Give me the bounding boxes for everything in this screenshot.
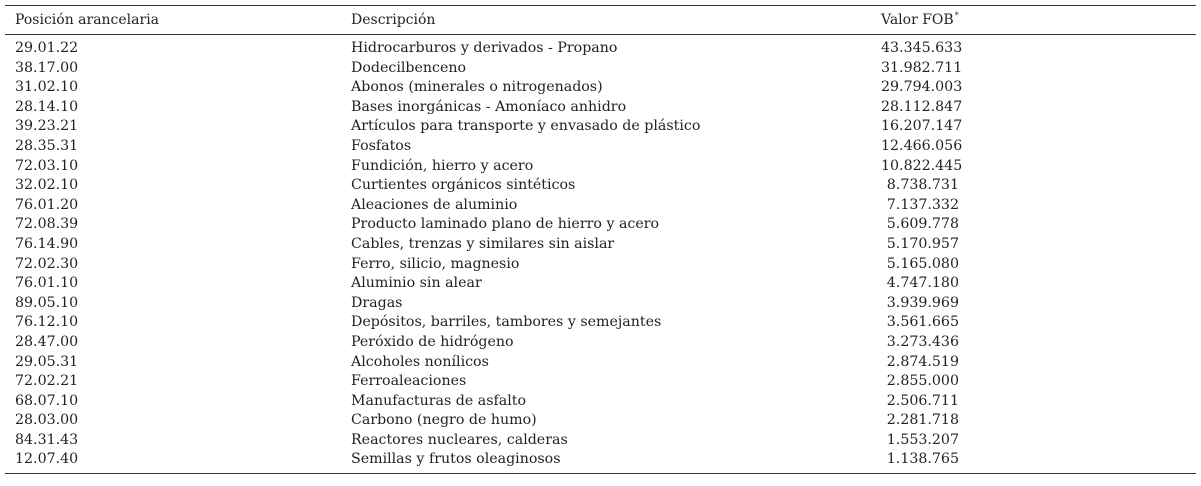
table-body (5, 35, 1196, 473)
tariff-code: 68.07.10 (15, 392, 79, 409)
tariff-code: 28.47.00 (15, 333, 79, 350)
tariff-code: 28.35.31 (15, 137, 79, 154)
product-description: Ferroaleaciones (351, 373, 467, 390)
table-row (5, 353, 1196, 373)
product-description: Fosfatos (351, 137, 412, 154)
table-row (5, 392, 1196, 412)
fob-value: 28.112.847 (881, 98, 963, 115)
fob-value: 16.207.147 (881, 118, 963, 135)
product-description: Aleaciones de aluminio (351, 196, 518, 213)
tariff-code: 72.08.39 (15, 216, 79, 233)
table-row (5, 137, 1196, 157)
table-row (5, 450, 1196, 470)
product-description: Semillas y frutos oleaginosos (351, 451, 561, 468)
product-description: Artículos para transporte y envasado de plástico (351, 118, 701, 135)
table-row (5, 98, 1196, 118)
table-row (5, 411, 1196, 431)
table-row (5, 235, 1196, 255)
table-header (5, 6, 1196, 34)
tariff-code: 31.02.10 (15, 79, 79, 96)
table-row (5, 78, 1196, 98)
tariff-code: 76.01.10 (15, 275, 79, 292)
product-description: Ferro, silicio, magnesio (351, 255, 520, 272)
header-fob-label: Valor FOB (881, 12, 954, 28)
table-row (5, 215, 1196, 235)
product-description: Depósitos, barriles, tambores y semejantes (351, 314, 662, 331)
product-description: Alcoholes nonílicos (351, 353, 489, 370)
product-description: Dragas (351, 294, 403, 311)
header-description: Descripción (351, 12, 436, 28)
fob-value: 12.466.056 (881, 137, 963, 154)
product-description: Curtientes orgánicos sintéticos (351, 177, 576, 194)
tariff-code: 28.14.10 (15, 98, 79, 115)
fob-value: 7.137.332 (886, 196, 959, 213)
fob-value: 3.273.436 (886, 333, 959, 350)
table-row (5, 157, 1196, 177)
fob-value: 29.794.003 (881, 79, 963, 96)
tariff-code: 76.12.10 (15, 314, 79, 331)
fob-value: 2.874.519 (886, 353, 959, 370)
export-table (5, 5, 1196, 474)
tariff-code: 72.02.30 (15, 255, 79, 272)
fob-value: 3.561.665 (886, 314, 959, 331)
table-row (5, 255, 1196, 275)
table-row (5, 431, 1196, 451)
product-description: Carbono (negro de humo) (351, 412, 537, 429)
table-row (5, 372, 1196, 392)
table-row (5, 59, 1196, 79)
product-description: Producto laminado plano de hierro y acero (351, 216, 660, 233)
tariff-code: 29.01.22 (15, 40, 79, 56)
tariff-code: 72.02.21 (15, 373, 79, 390)
fob-value: 5.609.778 (886, 216, 959, 233)
fob-value: 31.982.711 (881, 59, 963, 76)
header-position: Posición arancelaria (15, 12, 160, 28)
product-description: Reactores nucleares, calderas (351, 431, 568, 448)
table-row (5, 274, 1196, 294)
fob-value: 3.939.969 (886, 294, 959, 311)
fob-value: 1.138.765 (886, 451, 959, 468)
product-description: Manufacturas de asfalto (351, 392, 527, 409)
tariff-code: 29.05.31 (15, 353, 79, 370)
fob-value: 2.506.711 (886, 392, 959, 409)
product-description: Dodecilbenceno (351, 59, 467, 76)
tariff-code: 89.05.10 (15, 294, 79, 311)
fob-value: 10.822.445 (881, 157, 963, 174)
product-description: Abonos (minerales o nitrogenados) (351, 79, 603, 96)
tariff-code: 39.23.21 (15, 118, 79, 135)
table-row (5, 294, 1196, 314)
product-description: Bases inorgánicas - Amoníaco anhidro (351, 98, 627, 115)
fob-value: 2.281.718 (886, 412, 959, 429)
tariff-code: 28.03.00 (15, 412, 79, 429)
tariff-code: 38.17.00 (15, 59, 79, 76)
tariff-code: 12.07.40 (15, 451, 79, 468)
table-row (5, 313, 1196, 333)
table-row (5, 196, 1196, 216)
fob-value: 43.345.633 (881, 40, 963, 56)
fob-value: 2.855.000 (886, 373, 959, 390)
bottom-rule (5, 473, 1196, 474)
tariff-code: 76.14.90 (15, 235, 79, 252)
table-row (5, 39, 1196, 59)
product-description: Aluminio sin alear (351, 275, 482, 292)
product-description: Fundición, hierro y acero (351, 157, 534, 174)
table-row (5, 333, 1196, 353)
fob-value: 1.553.207 (886, 431, 959, 448)
product-description: Hidrocarburos y derivados - Propano (351, 40, 618, 56)
fob-value: 4.747.180 (886, 275, 959, 292)
tariff-code: 76.01.20 (15, 196, 79, 213)
product-description: Peróxido de hidrógeno (351, 333, 514, 350)
tariff-code: 72.03.10 (15, 157, 79, 174)
table-row (5, 176, 1196, 196)
header-fob-value (881, 11, 959, 31)
tariff-code: 32.02.10 (15, 177, 79, 194)
fob-value: 5.165.080 (886, 255, 959, 272)
fob-value: 5.170.957 (886, 235, 959, 252)
product-description: Cables, trenzas y similares sin aislar (351, 235, 615, 252)
fob-value: 8.738.731 (886, 177, 959, 194)
tariff-code: 84.31.43 (15, 431, 79, 448)
table-row (5, 117, 1196, 137)
header-fob-footnote-marker: * (954, 11, 959, 20)
